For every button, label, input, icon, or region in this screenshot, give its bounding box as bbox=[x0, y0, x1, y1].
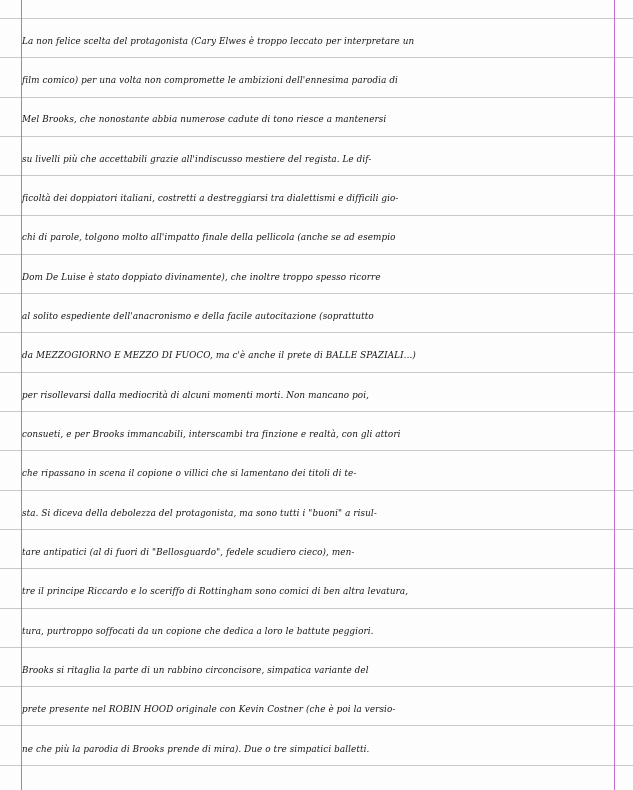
ruled-line bbox=[0, 608, 633, 609]
handwritten-line: al solito espediente dell'anacronismo e della facile autocitazione (soprattutto bbox=[22, 312, 374, 322]
handwritten-line: da MEZZOGIORNO E MEZZO DI FUOCO, ma c'è anche il prete di BALLE SPAZIALI...) bbox=[22, 351, 416, 361]
handwritten-line: sta. Si diceva della debolezza del protagonista, ma sono tutti i "buoni" a risul- bbox=[22, 509, 377, 519]
handwritten-line: chi di parole, tolgono molto all'impatto finale della pellicola (anche se ad esempio bbox=[22, 233, 396, 243]
ruled-line bbox=[0, 57, 633, 58]
handwritten-line: per risollevarsi dalla mediocrità di alcuni momenti morti. Non mancano poi, bbox=[22, 391, 370, 401]
handwritten-line: ne che più la parodia di Brooks prende di mira). Due o tre simpatici balletti. bbox=[22, 745, 370, 755]
handwritten-line: Brooks si ritaglia la parte di un rabbino circoncisore, simpatica variante del bbox=[22, 666, 369, 676]
ruled-line bbox=[0, 18, 633, 19]
ruled-line bbox=[0, 450, 633, 451]
handwritten-line: tare antipatici (al di fuori di "Bellosguardo", fedele scudiero cieco), men- bbox=[22, 548, 355, 558]
ruled-line bbox=[0, 293, 633, 294]
ruled-line bbox=[0, 725, 633, 726]
handwritten-line: La non felice scelta del protagonista (Cary Elwes è troppo leccato per interpretare un bbox=[22, 37, 415, 47]
ruled-line bbox=[0, 97, 633, 98]
handwritten-line: Dom De Luise è stato doppiato divinamente), che inoltre troppo spesso ricorre bbox=[22, 273, 381, 283]
ruled-line bbox=[0, 215, 633, 216]
handwritten-line: su livelli più che accettabili grazie all'indiscusso mestiere del regista. Le dif- bbox=[22, 155, 372, 165]
handwritten-line: che ripassano in scena il copione o villici che si lamentano dei titoli di te- bbox=[22, 469, 357, 479]
handwritten-line: prete presente nel ROBIN HOOD originale con Kevin Costner (che è poi la versio- bbox=[22, 705, 396, 715]
handwritten-line: tre il principe Riccardo e lo sceriffo di Rottingham sono comici di ben altra levatura, bbox=[22, 587, 409, 597]
ruled-line bbox=[0, 411, 633, 412]
ruled-line bbox=[0, 529, 633, 530]
ruled-line bbox=[0, 686, 633, 687]
ruled-line bbox=[0, 765, 633, 766]
ruled-line bbox=[0, 175, 633, 176]
handwritten-line: ficoltà dei doppiatori italiani, costretti a destreggiarsi tra dialettismi e difficili gio- bbox=[22, 194, 399, 204]
ruled-line bbox=[0, 136, 633, 137]
ruled-line bbox=[0, 647, 633, 648]
ruled-line bbox=[0, 372, 633, 373]
handwritten-line: film comico) per una volta non compromette le ambizioni dell'ennesima parodia di bbox=[22, 76, 398, 86]
ruled-line bbox=[0, 568, 633, 569]
ruled-line bbox=[0, 332, 633, 333]
handwritten-line: tura, purtroppo soffocati da un copione che dedica a loro le battute peggiori. bbox=[22, 627, 374, 637]
ruled-line bbox=[0, 490, 633, 491]
handwritten-line: Mel Brooks, che nonostante abbia numerose cadute di tono riesce a mantenersi bbox=[22, 115, 387, 125]
ruled-line bbox=[0, 254, 633, 255]
handwritten-line: consueti, e per Brooks immancabili, interscambi tra finzione e realtà, con gli attori bbox=[22, 430, 401, 440]
